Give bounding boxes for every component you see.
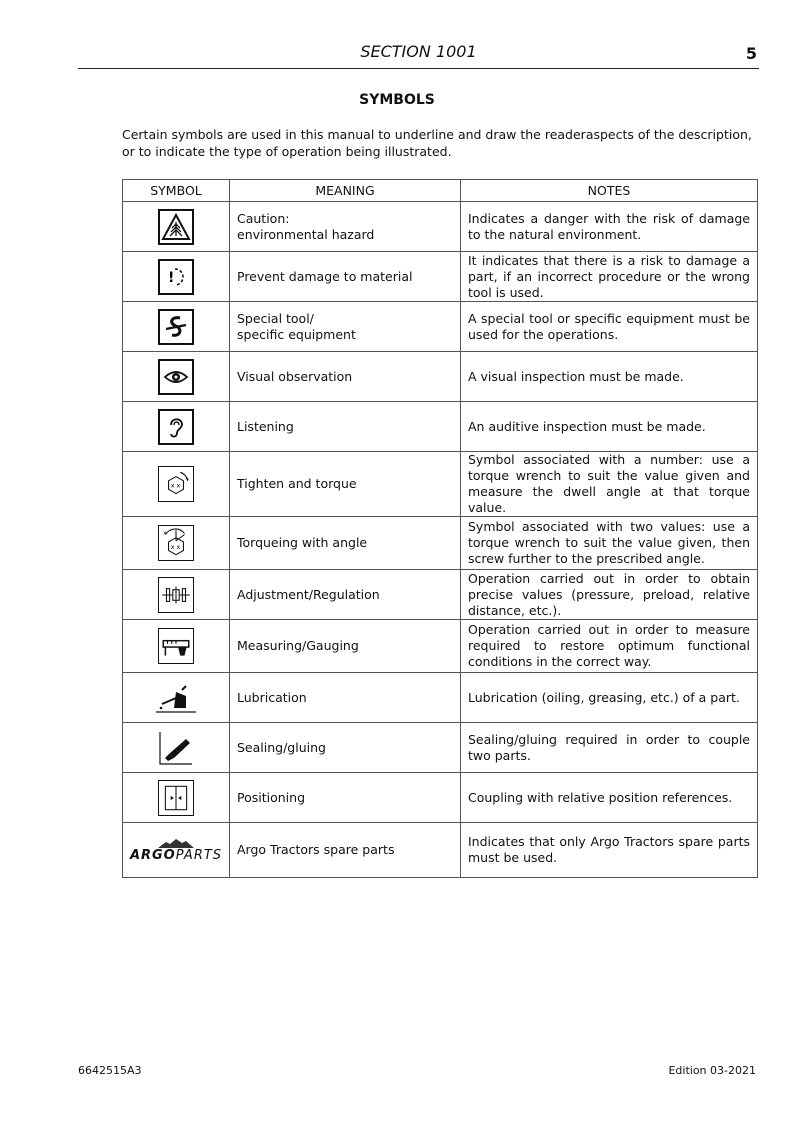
ear-icon — [158, 409, 194, 445]
note-cell: Indicates a danger with the risk of damage to the natural environment. — [461, 202, 758, 252]
torque-icon — [158, 466, 194, 502]
sealant-gun-icon — [156, 739, 196, 754]
meaning-cell: Adjustment/Regulation — [230, 570, 461, 620]
table-row — [123, 773, 758, 823]
meaning-cell: Special tool/ specific equipment — [230, 302, 461, 352]
table-row — [123, 517, 758, 570]
meaning-cell: Torqueing with angle — [230, 517, 461, 570]
table-row — [123, 673, 758, 723]
page-number: 5 — [745, 44, 757, 63]
header-notes: NOTES — [461, 180, 758, 202]
symbols-table — [122, 179, 758, 878]
meaning-cell: Lubrication — [230, 673, 461, 723]
measuring-icon — [158, 628, 194, 664]
meaning-cell: Tighten and torque — [230, 452, 461, 517]
meaning-cell: Positioning — [230, 773, 461, 823]
table-row — [123, 723, 758, 773]
note-cell: A visual inspection must be made. — [461, 352, 758, 402]
svg-text:!: ! — [168, 269, 175, 286]
meaning-cell: Measuring/Gauging — [230, 620, 461, 673]
table-row — [123, 302, 758, 352]
argo-logo-light: PARTS — [175, 847, 223, 863]
note-cell: Coupling with relative position references. — [461, 773, 758, 823]
header-symbol: SYMBOL — [123, 180, 230, 202]
table-row — [123, 202, 758, 252]
meaning-cell: Prevent damage to material — [230, 252, 461, 302]
meaning-cell: Listening — [230, 402, 461, 452]
table-row — [123, 570, 758, 620]
section-title: SECTION 1001 — [360, 42, 477, 61]
table-row — [123, 620, 758, 673]
note-cell: A special tool or specific equipment must be used for the operations. — [461, 302, 758, 352]
header-meaning: MEANING — [230, 180, 461, 202]
table-header-row — [123, 180, 758, 202]
page-header — [78, 40, 759, 69]
note-cell: Symbol associated with a number: use a torque wrench to suit the value given and measure the dwell angle at that torque value. — [461, 452, 758, 517]
adjustment-icon — [158, 577, 194, 613]
argo-parts-logo — [130, 838, 222, 863]
meaning-cell: Caution: environmental hazard — [230, 202, 461, 252]
meaning-cell: Visual observation — [230, 352, 461, 402]
note-cell: Operation carried out in order to measure required to restore optimum functional conditions in the correct way. — [461, 620, 758, 673]
oil-can-icon — [156, 689, 196, 704]
argo-logo-bold: ARGO — [129, 847, 176, 863]
table-row — [123, 252, 758, 302]
note-cell: Lubrication (oiling, greasing, etc.) of a part. — [461, 673, 758, 723]
note-cell: Sealing/gluing required in order to couple two parts. — [461, 723, 758, 773]
positioning-icon — [158, 780, 194, 816]
note-cell: Indicates that only Argo Tractors spare parts must be used. — [461, 823, 758, 878]
svg-text:x: x — [163, 530, 167, 537]
table-row — [123, 823, 758, 878]
note-cell: An auditive inspection must be made. — [461, 402, 758, 452]
table-row — [123, 352, 758, 402]
eye-icon — [158, 359, 194, 395]
table-row — [123, 402, 758, 452]
meaning-cell: Sealing/gluing — [230, 723, 461, 773]
page-title: SYMBOLS — [359, 92, 435, 108]
svg-text:x x: x x — [170, 481, 181, 490]
note-cell: It indicates that there is a risk to damage a part, if an incorrect procedure or the wrong tool is used. — [461, 252, 758, 302]
intro-paragraph: Certain symbols are used in this manual to underline and draw the readeraspects of the description, or to indicate the type of operation being illustrated. — [122, 127, 752, 159]
doc-number: 6642515A3 — [78, 1064, 142, 1077]
note-cell: Operation carried out in order to obtain precise values (pressure, preload, relative distance, etc.). — [461, 570, 758, 620]
special-tool-icon — [158, 309, 194, 345]
edition-label: Edition 03-2021 — [668, 1064, 756, 1077]
note-cell: Symbol associated with two values: use a torque wrench to suit the value given, then screw further to the prescribed angle. — [461, 517, 758, 570]
table-row — [123, 452, 758, 517]
meaning-cell: Argo Tractors spare parts — [230, 823, 461, 878]
torque-angle-icon — [158, 525, 194, 561]
svg-text:x x: x x — [170, 542, 181, 551]
environmental-hazard-icon — [158, 209, 194, 245]
damage-warning-icon — [158, 259, 194, 295]
